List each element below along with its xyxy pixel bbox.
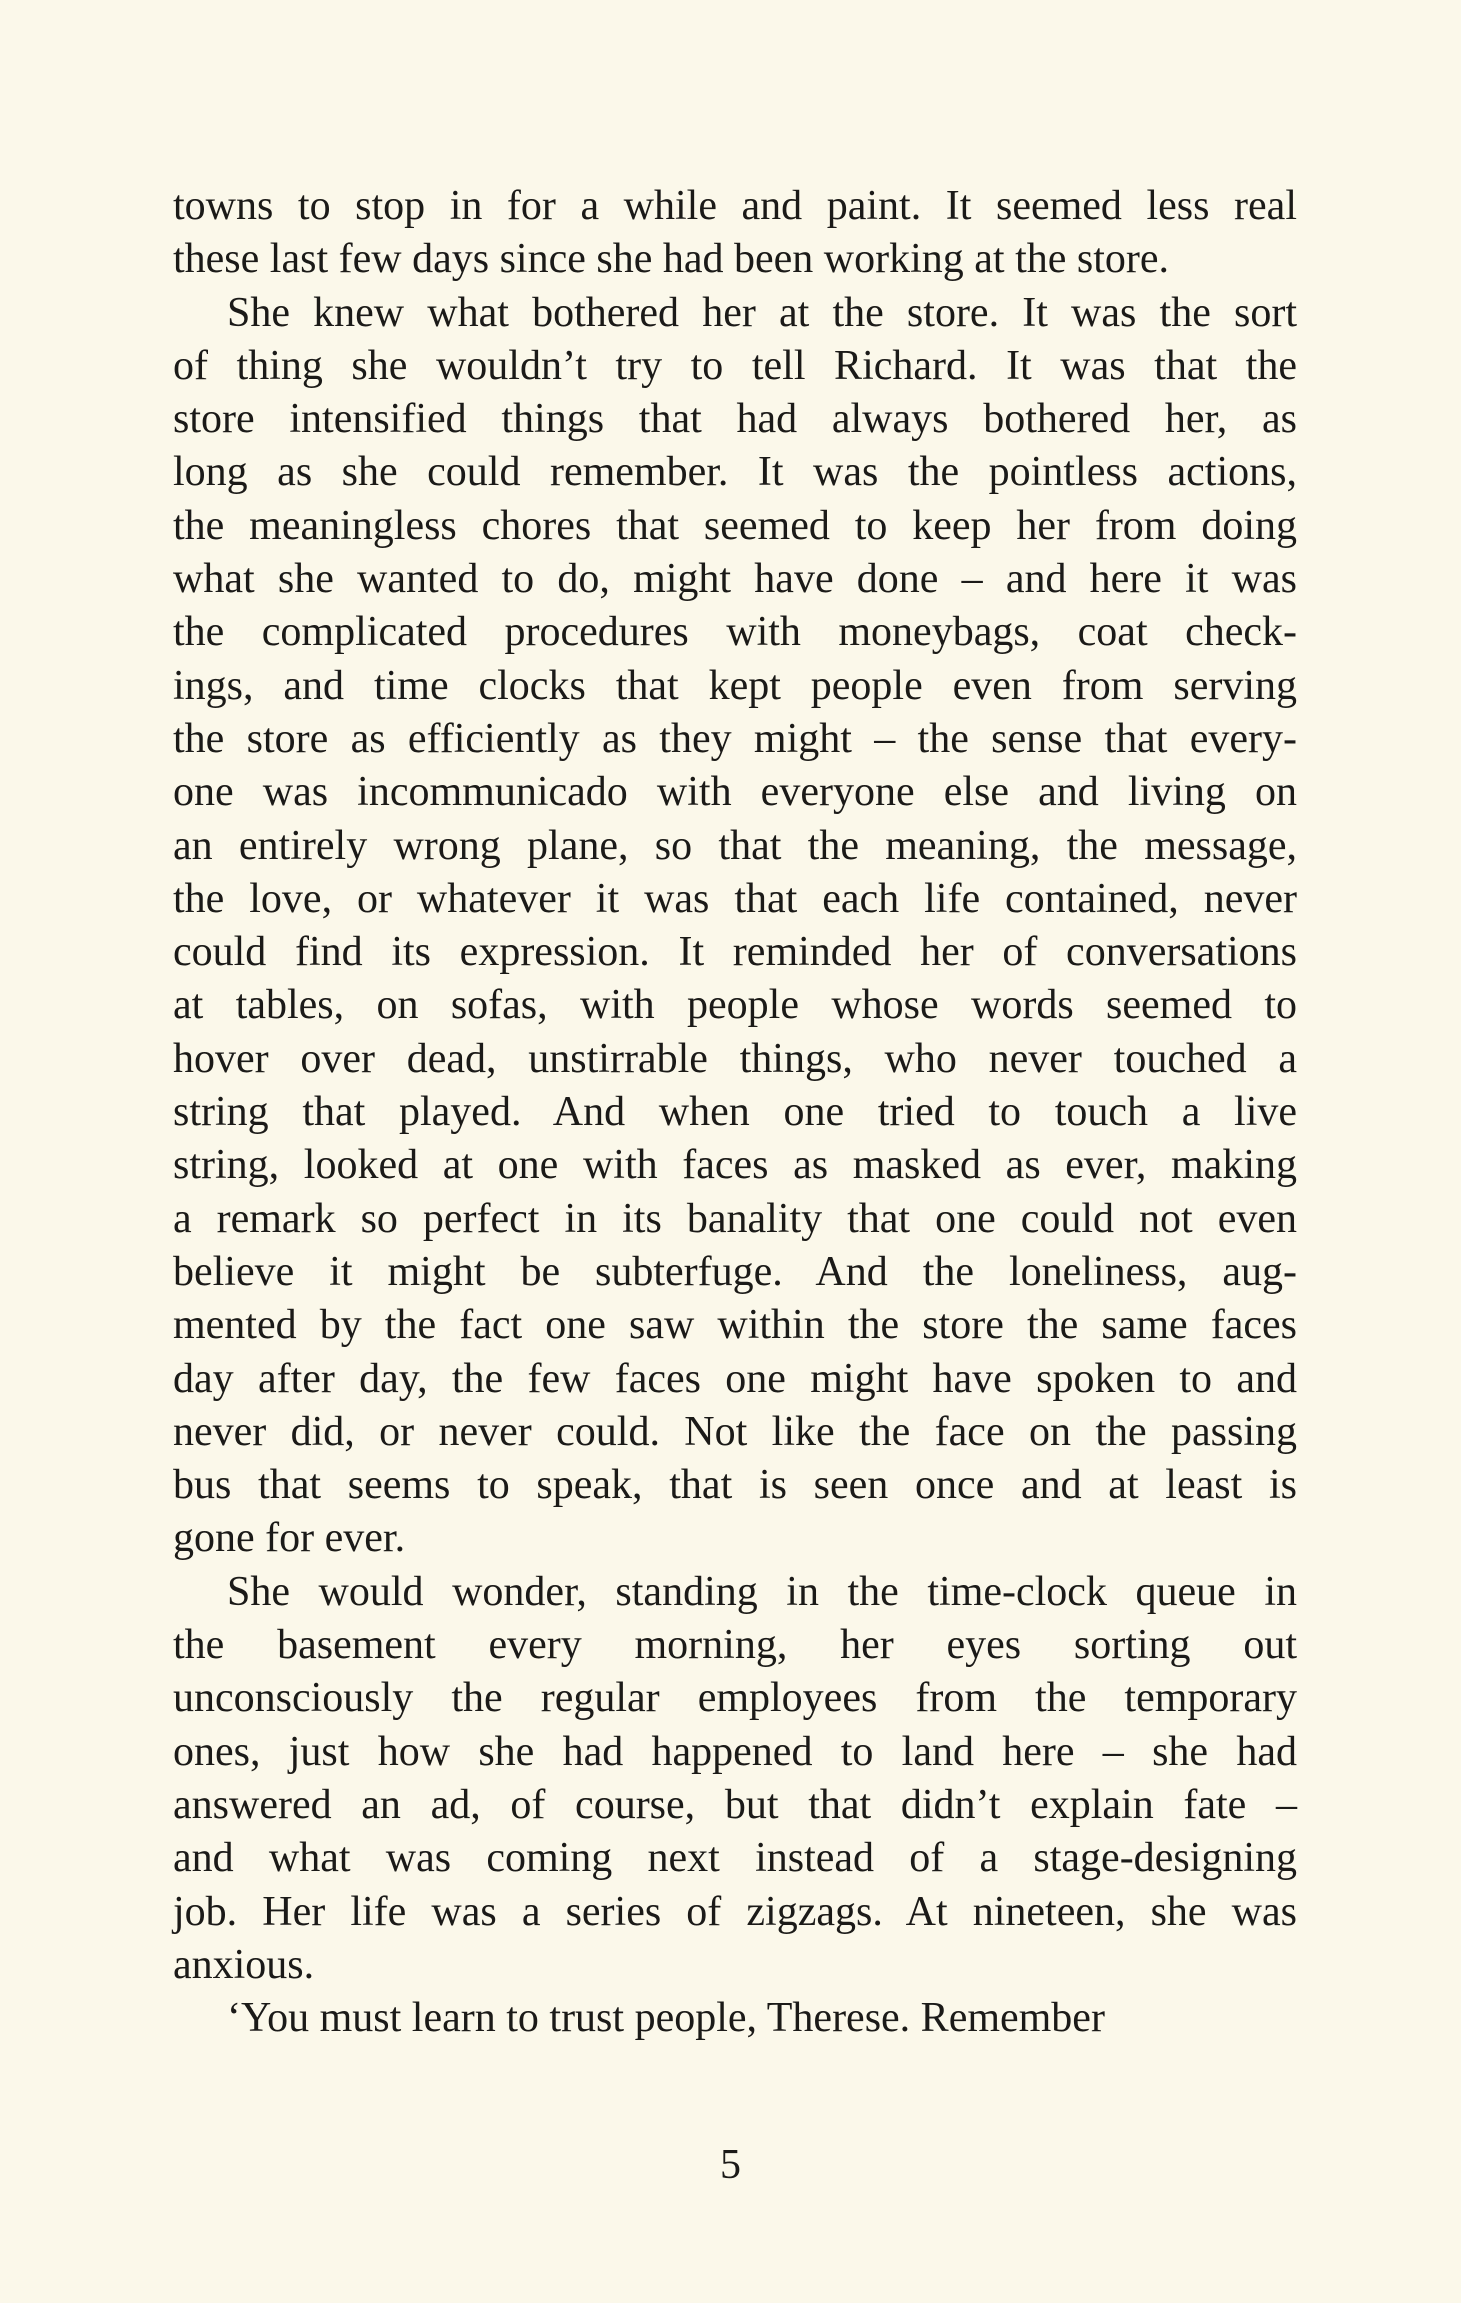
text-line: the meaningless chores that seemed to keep her from doing bbox=[173, 502, 1297, 549]
text-line: the basement every morning, her eyes sorting out bbox=[173, 1622, 1297, 1669]
paragraph bbox=[173, 1992, 1297, 2045]
text-line: store intensified things that had always bothered her, as bbox=[173, 396, 1297, 443]
text-line: anxious. bbox=[173, 1941, 315, 1988]
text-line: job. Her life was a series of zigzags. At nineteen, she was bbox=[173, 1888, 1297, 1935]
text-line: ings, and time clocks that kept people even from serving bbox=[173, 662, 1297, 709]
text-line: the love, or whatever it was that each life contained, never bbox=[173, 875, 1297, 922]
paragraph bbox=[173, 287, 1297, 1566]
text-line: ‘You must learn to trust people, Therese. Remember bbox=[227, 1995, 1105, 2042]
page-number: 5 bbox=[720, 2142, 741, 2188]
text-line: ones, just how she had happened to land here – she had bbox=[173, 1728, 1297, 1775]
text-line: towns to stop in for a while and paint. It seemed less real bbox=[173, 183, 1297, 229]
text-line: answered an ad, of course, but that didn’t explain fate – bbox=[173, 1781, 1297, 1828]
text-line: long as she could remember. It was the pointless actions, bbox=[173, 449, 1297, 496]
text-line: one was incommunicado with everyone else and living on bbox=[173, 769, 1297, 816]
paragraph bbox=[173, 1566, 1297, 1992]
text-line: a remark so perfect in its banality that one could not even bbox=[173, 1195, 1297, 1242]
text-line: of thing she wouldn’t try to tell Richard. It was that the bbox=[173, 342, 1297, 389]
text-line: gone for ever. bbox=[173, 1515, 406, 1562]
text-line: She knew what bothered her at the store. It was the sort bbox=[227, 289, 1297, 336]
text-line: hover over dead, unstirrable things, who never touched a bbox=[173, 1035, 1297, 1082]
text-line: string that played. And when one tried to touch a live bbox=[173, 1089, 1297, 1136]
text-line: the store as efficiently as they might – the sense that every- bbox=[173, 715, 1297, 762]
text-line: mented by the fact one saw within the store the same faces bbox=[173, 1302, 1297, 1349]
text-line: these last few days since she had been working at the store. bbox=[173, 236, 1170, 283]
text-line: never did, or never could. Not like the face on the passing bbox=[173, 1408, 1297, 1455]
text-line: unconsciously the regular employees from the temporary bbox=[173, 1675, 1297, 1722]
text-line: at tables, on sofas, with people whose words seemed to bbox=[173, 982, 1297, 1029]
paragraph bbox=[173, 180, 1297, 287]
text-line: could find its expression. It reminded her of conversations bbox=[173, 929, 1297, 976]
text-line: bus that seems to speak, that is seen once and at least is bbox=[173, 1462, 1297, 1509]
text-line: believe it might be subterfuge. And the loneliness, aug- bbox=[173, 1248, 1297, 1295]
text-line: She would wonder, standing in the time-clock queue in bbox=[227, 1568, 1297, 1615]
text-line: an entirely wrong plane, so that the meaning, the message, bbox=[173, 822, 1297, 869]
text-line: what she wanted to do, might have done – and here it was bbox=[173, 556, 1297, 603]
body-text bbox=[173, 180, 1297, 2045]
text-line: day after day, the few faces one might have spoken to and bbox=[173, 1355, 1297, 1402]
text-line: the complicated procedures with moneybags, coat check- bbox=[173, 609, 1297, 656]
text-line: string, looked at one with faces as masked as ever, making bbox=[173, 1142, 1297, 1189]
text-line: and what was coming next instead of a stage-designing bbox=[173, 1835, 1297, 1882]
